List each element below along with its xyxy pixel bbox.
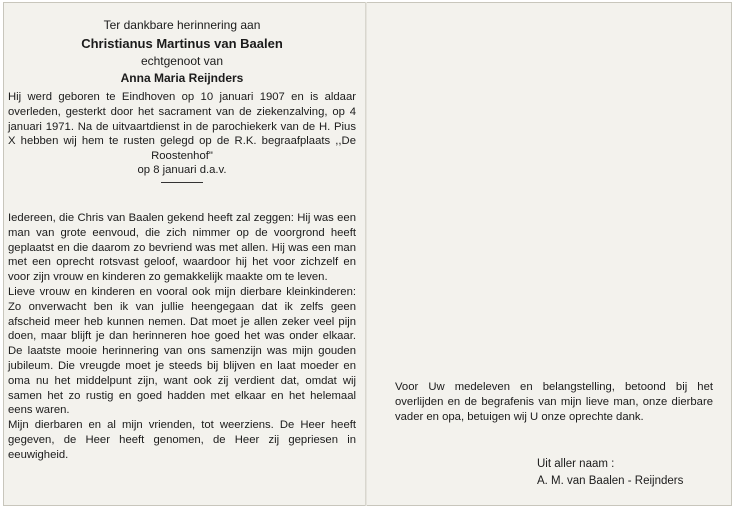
biography: Hij werd geboren te Eindhoven op 10 januari 1907 en is aldaar overleden, gesterkt door het sacrament van de ziekenzalving, op 4 januari 1971. Na de uitvaartdienst in de parochiekerk van de H. Pius X hebben wij hem te rusten gelegd op de R.K. begraafplaats ,,De Roostenhof" xyxy=(8,91,356,163)
paragraph-1: Iedereen, die Chris van Baalen gekend heeft zal zeggen: Hij was een man van grote eenvoud, die zich nimmer op de voorgrond heeft geplaatst en die daarom zo bevriend was met allen. Hij was een man met een oprecht rotsvast geloof, waardoor hij het voor zichzelf en voor zijn vrouw en kinderen zo gemakkelijk maakte om te leven. xyxy=(8,211,356,284)
relation-line: echtgenoot van xyxy=(140,54,224,68)
paragraph-2: Lieve vrouw en kinderen en vooral ook mijn dierbare kleinkinderen: Zo onverwacht ben ik van jullie heengegaan dat ik zelfs geen afscheid meer heb kunnen nemen. Dat moet je allen zeker veel pijn doen, maar blijft je dan herinneren hoe goed het was onder elkaar. De laatste mooie herinnering van ons samenzijn was mijn gouden jubileum. Die vreugde moet je steeds bij blijven en laat moeder en oma nu het middelpunt zijn, want ook zij verdient dat, omdat wij samen het zo rustig en goed hadden met elkaar en het helemaal eens waren. xyxy=(8,285,356,417)
signature-label: Uit aller naam : xyxy=(537,458,615,470)
deceased-name: Christianus Martinus van Baalen xyxy=(81,36,283,51)
right-panel xyxy=(395,380,713,487)
spouse-name: Anna Maria Reijnders xyxy=(120,71,244,85)
left-panel xyxy=(8,18,356,463)
thanks-text: Voor Uw medeleven en belangstelling, betoond bij het overlijden en de begrafenis van mijn lieve man, onze dierbare vader en opa, betuigen wij U onze oprechte dank. xyxy=(395,381,713,423)
signature-name: A. M. van Baalen - Reijnders xyxy=(537,475,684,487)
intro-line: Ter dankbare herinnering aan xyxy=(103,18,261,32)
burial-date: op 8 januari d.a.v. xyxy=(137,163,227,176)
paragraph-3: Mijn dierbaren en al mijn vrienden, tot weerziens. De Heer heeft gegeven, de Heer heeft genomen, de Heer zij gepriesen in eeuwigheid. xyxy=(8,419,356,461)
card-fold xyxy=(365,2,367,506)
